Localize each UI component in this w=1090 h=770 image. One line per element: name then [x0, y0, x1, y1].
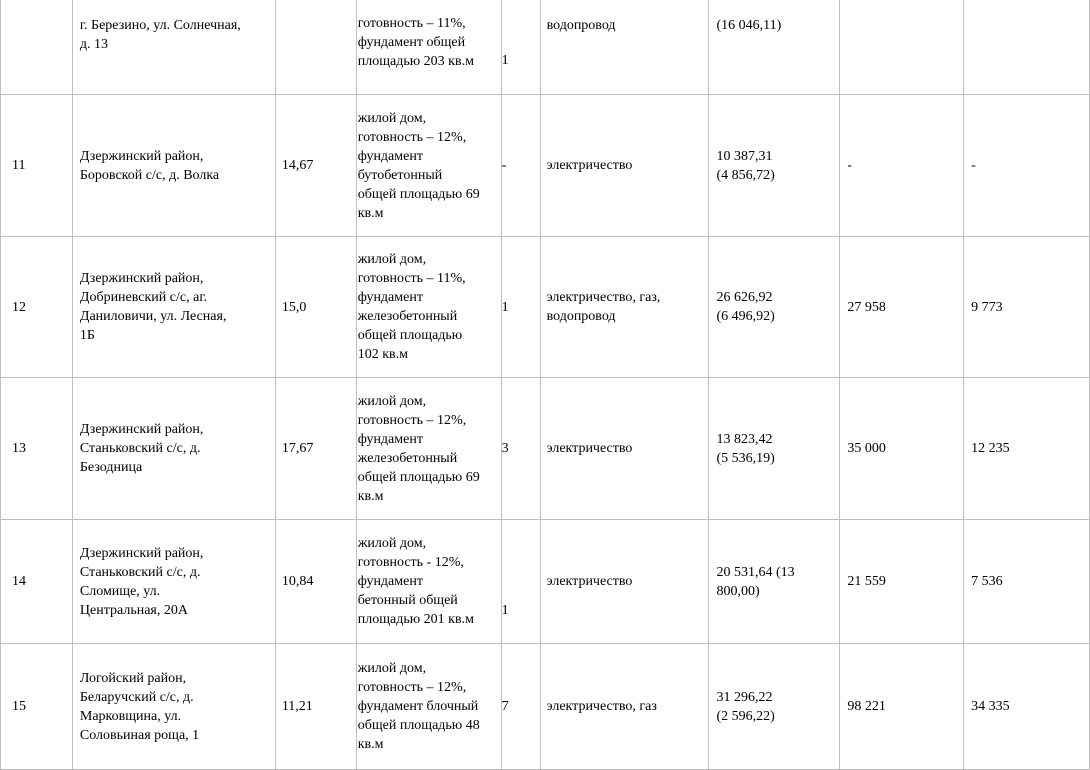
table-body	[1, 0, 1090, 770]
object-address: Дзержинский район, Станьковский с/с, д. Сломище, ул. Центральная, 20А	[72, 520, 275, 644]
object-deposit: 9 773	[964, 237, 1090, 378]
object-area: 11,21	[275, 644, 356, 770]
row-number: 15	[1, 644, 73, 770]
row-number: 13	[1, 378, 73, 520]
object-start-price: -	[840, 95, 964, 237]
object-utilities: электричество	[540, 95, 709, 237]
table-row	[1, 520, 1090, 644]
object-description: жилой дом, готовность – 12%, фундамент бутобетонный общей площадью 69 кв.м	[356, 95, 501, 237]
table-row	[1, 95, 1090, 237]
object-address: Логойский район, Беларучский с/с, д. Марковщина, ул. Соловьиная роща, 1	[72, 644, 275, 770]
object-description: жилой дом, готовность – 12%, фундамент железобетонный общей площадью 69 кв.м	[356, 378, 501, 520]
object-cost: 10 387,31 (4 856,72)	[709, 95, 840, 237]
object-utilities: электричество	[540, 520, 709, 644]
object-address: Дзержинский район, Добриневский с/с, аг. Даниловичи, ул. Лесная, 1Б	[72, 237, 275, 378]
object-deposit: 12 235	[964, 378, 1090, 520]
object-quantity: 1	[501, 520, 540, 644]
object-address: Дзержинский район, Боровской с/с, д. Волка	[72, 95, 275, 237]
object-start-price: 98 221	[840, 644, 964, 770]
object-utilities: водопровод	[540, 0, 709, 95]
object-quantity: 1	[501, 237, 540, 378]
object-address: Дзержинский район, Станьковский с/с, д. Безодница	[72, 378, 275, 520]
object-deposit	[964, 0, 1090, 95]
object-cost: (16 046,11)	[709, 0, 840, 95]
object-start-price: 27 958	[840, 237, 964, 378]
object-deposit: -	[964, 95, 1090, 237]
object-address: г. Березино, ул. Солнечная, д. 13	[72, 0, 275, 95]
object-utilities: электричество	[540, 378, 709, 520]
object-utilities: электричество, газ, водопровод	[540, 237, 709, 378]
object-deposit: 7 536	[964, 520, 1090, 644]
object-quantity: 7	[501, 644, 540, 770]
object-area: 10,84	[275, 520, 356, 644]
object-cost: 13 823,42 (5 536,19)	[709, 378, 840, 520]
object-utilities: электричество, газ	[540, 644, 709, 770]
object-description: жилой дом, готовность - 12%, фундамент бетонный общей площадью 201 кв.м	[356, 520, 501, 644]
object-area: 15,0	[275, 237, 356, 378]
object-start-price	[840, 0, 964, 95]
object-deposit: 34 335	[964, 644, 1090, 770]
table-row	[1, 378, 1090, 520]
object-area: 17,67	[275, 378, 356, 520]
object-description: жилой дом, готовность – 12%, фундамент блочный общей площадью 48 кв.м	[356, 644, 501, 770]
object-quantity: 3	[501, 378, 540, 520]
object-description: готовность – 11%, фундамент общей площадью 203 кв.м	[356, 0, 501, 95]
row-number: 14	[1, 520, 73, 644]
object-start-price: 21 559	[840, 520, 964, 644]
object-description: жилой дом, готовность – 11%, фундамент железобетонный общей площадью 102 кв.м	[356, 237, 501, 378]
object-quantity: -	[501, 95, 540, 237]
table-row	[1, 237, 1090, 378]
object-area	[275, 0, 356, 95]
object-area: 14,67	[275, 95, 356, 237]
table-row	[1, 0, 1090, 95]
row-number: 12	[1, 237, 73, 378]
row-number: 11	[1, 95, 73, 237]
object-start-price: 35 000	[840, 378, 964, 520]
object-cost: 20 531,64 (13 800,00)	[709, 520, 840, 644]
object-cost: 26 626,92 (6 496,92)	[709, 237, 840, 378]
object-quantity: 1	[501, 0, 540, 95]
row-number	[1, 0, 73, 95]
table-row	[1, 644, 1090, 770]
object-cost: 31 296,22 (2 596,22)	[709, 644, 840, 770]
